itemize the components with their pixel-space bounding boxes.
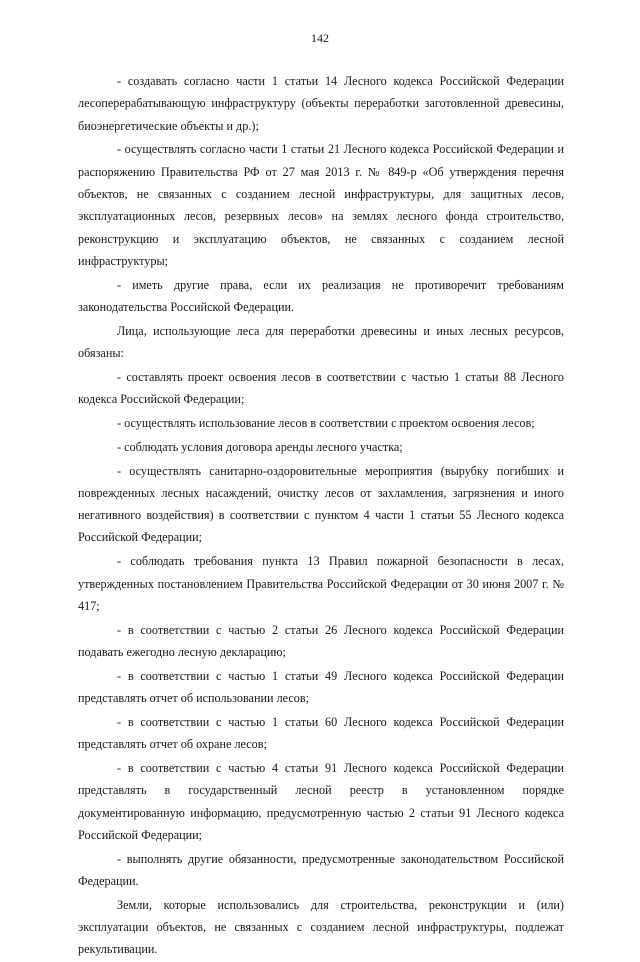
- paragraph-6: - осуществлять использование лесов в соответствии с проектом освоения лесов;: [117, 415, 535, 430]
- page-number: 142: [311, 31, 329, 45]
- document-body: [78, 70, 564, 962]
- paragraph-9: - соблюдать требования пункта 13 Правил пожарной безопасности в лесах, утвержденных постановлением Правительства Российской Федерации от 30 июня 2007 г. № 417;: [78, 554, 564, 613]
- paragraph-12: - в соответствии с частью 1 статьи 60 Лесного кодекса Российской Федерации представлять отчет об охране лесов;: [78, 714, 564, 752]
- paragraph-15: Земли, которые использовались для строительства, реконструкции и (или) эксплуатации объектов, не связанных с созданием лесной инфраструктуры, подлежат рекультивации.: [78, 897, 564, 957]
- paragraph-7: - соблюдать условия договора аренды лесного участка;: [117, 439, 403, 454]
- paragraph-3: - иметь другие права, если их реализация не противоречит требованиям законодательства Российской Федерации.: [78, 277, 564, 314]
- paragraph-4: Лица, использующие леса для переработки древесины и иных лесных ресурсов, обязаны:: [78, 323, 564, 361]
- paragraph-5: - составлять проект освоения лесов в соответствии с частью 1 статьи 88 Лесного кодекса Российской Федерации;: [78, 369, 564, 407]
- paragraph-14: - выполнять другие обязанности, предусмотренные законодательством Российской Федерации.: [78, 851, 564, 888]
- paragraph-10: - в соответствии с частью 2 статьи 26 Лесного кодекса Российской Федерации подавать ежегодно лесную декларацию;: [78, 622, 564, 659]
- paragraph-8: - осуществлять санитарно-оздоровительные мероприятия (вырубку погибших и поврежденных лесных насаждений, очистку лесов от захламления, загрязнения и иного негативного воздействия) в соответствии с пунктом 4 части 1 статьи 55 Лесного кодекса Российской Федерации;: [78, 463, 564, 545]
- paragraph-13: - в соответствии с частью 4 статьи 91 Лесного кодекса Российской Федерации представлять в государственный лесной реестр в установленном порядке документированную информацию, предусмотренную частью 2 статьи 91 Лесного кодекса Российской Федерации;: [78, 760, 564, 842]
- paragraph-11: - в соответствии с частью 1 статьи 49 Лесного кодекса Российской Федерации представлять отчет об использовании лесов;: [78, 668, 564, 706]
- paragraph-1: - создавать согласно части 1 статьи 14 Лесного кодекса Российской Федерации лесоперерабатывающую инфраструктуру (объекты переработки заготовленной древесины, биоэнергетические объекты и др.);: [78, 74, 564, 133]
- paragraph-2: - осуществлять согласно части 1 статьи 21 Лесного кодекса Российской Федерации и распоряжению Правительства РФ от 27 мая 2013 г. № 849-р «Об утверждения перечня объектов, не связанных с созданием лесной инфраструктуры, для защитных лесов, эксплуатационных лесов, резервных лесов» на землях лесного фонда строительство, реконструкцию и эксплуатацию объектов, не связанных с созданием лесной инфраструктуры;: [78, 142, 564, 268]
